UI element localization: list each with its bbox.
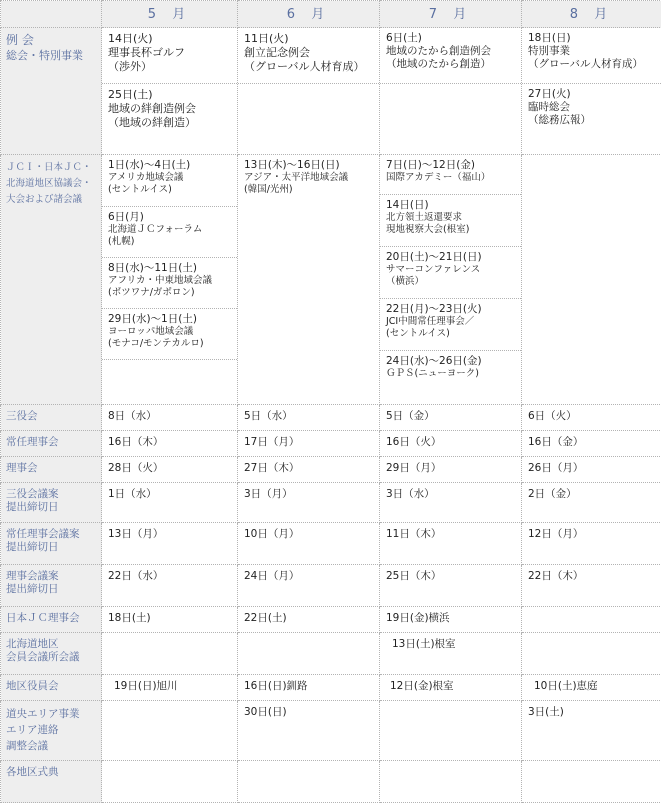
month-header-aug: 8 月 [522,1,661,28]
event-date: 14日(日) [386,199,429,211]
row-rijikai [1,457,661,483]
cell-jci-jul [380,155,522,405]
event-note: (韓国/光州) [244,184,293,195]
row-label [1,483,102,523]
event-block [102,258,237,309]
event-date: 7日(日)～12日(金) [386,159,475,171]
cell-reikai-aug [522,28,661,155]
event-title: アジア・太平洋地域会議 [244,172,349,183]
row-label-line: 北海道地区協議会・ [6,178,92,189]
event-title: ヨーロッパ地域会議 [108,326,194,337]
cell-reikai-jul [380,28,522,155]
row-shikiten [1,761,661,803]
event-date: 1日(水)～4日(土) [108,159,191,171]
value-cell [380,761,522,803]
row-label-line: 常任理事会議案 [6,528,80,540]
value-cell [522,607,661,633]
event-note: （総務広報） [528,114,591,126]
value-cell: 16日(日)釧路 [238,675,380,701]
event-block [102,84,237,133]
event-title: アフリカ・中東地域会議 [108,275,213,286]
event-date: 22日(月)～23日(火) [386,303,482,315]
value-cell: 5日（水） [238,405,380,431]
value-cell [238,633,380,675]
event-block [380,28,521,84]
row-doo-area [1,701,661,761]
value-cell: 12日（月） [522,523,661,565]
value-cell: 27日（木） [238,457,380,483]
event-date: 14日(火) [108,32,153,45]
event-title: 地域のたから創造例会 [386,45,491,57]
value-cell: 25日（木） [380,565,522,607]
event-note: （グローバル人材育成） [528,58,643,70]
event-note: （渉外） [108,60,152,73]
value-cell: 3日(土) [522,701,661,761]
row-label [1,523,102,565]
value-cell: 10日(土)恵庭 [522,675,661,701]
row-label-line: ＪＣＩ・日本ＪＣ・ [6,162,92,173]
cell-reikai-may [102,28,238,155]
event-block [380,155,521,195]
row-label: 日本ＪＣ理事会 [1,607,102,633]
header-row [1,1,661,28]
row-label [1,28,102,155]
event-block [380,351,521,383]
value-cell: 2日（金） [522,483,661,523]
event-title: サマーコンファレンス [386,264,481,275]
row-label-line: 大会および諸会議 [6,194,83,205]
row-label: 地区役員会 [1,675,102,701]
row-label [1,565,102,607]
event-block [102,207,237,258]
value-cell: 22日(土) [238,607,380,633]
event-note: (セントルイス) [108,184,172,195]
value-cell: 10日（月） [238,523,380,565]
event-block [102,155,237,207]
value-cell [102,633,238,675]
corner-cell [1,1,102,28]
month-header-jul: 7 月 [380,1,522,28]
event-note: 現地視察大会(根室) [386,224,470,235]
row-hokkaido [1,633,661,675]
value-cell: 22日（水） [102,565,238,607]
event-note: （地域の絆創造） [108,116,196,129]
value-cell: 1日（水） [102,483,238,523]
event-title: 臨時総会 [528,101,570,113]
value-cell [380,701,522,761]
event-note: (セントルイス) [386,328,450,339]
row-label-line: エリア連絡 [6,724,59,736]
value-cell: 16日（金） [522,431,661,457]
event-block [522,84,661,130]
row-reikai [1,28,661,155]
event-block [238,155,379,199]
event-title: 北海道ＪＣフォーラム [108,224,203,235]
event-note: (ボツワナ/ガボロン) [108,287,195,298]
event-title: ＧＰＳ(ニューヨーク) [386,368,479,379]
month-header-jun: 6 月 [238,1,380,28]
value-cell: 16日（火） [380,431,522,457]
value-cell: 3日（水） [380,483,522,523]
event-title: 創立記念例会 [244,46,310,59]
event-block [238,28,379,84]
value-cell: 19日(金)横浜 [380,607,522,633]
value-cell [238,761,380,803]
row-label [1,633,102,675]
value-cell: 26日（月） [522,457,661,483]
row-label [1,701,102,761]
event-title: 北方領土返還要求 [386,212,463,223]
event-date: 18日(日) [528,32,571,44]
event-date: 24日(水)～26日(金) [386,355,482,367]
month-header-may: 5 月 [102,1,238,28]
cell-jci-may [102,155,238,405]
event-date: 11日(火) [244,32,289,45]
event-block [522,28,661,84]
value-cell: 8日（水） [102,405,238,431]
event-title: 地域の絆創造例会 [108,102,196,115]
value-cell: 11日（木） [380,523,522,565]
row-label-line: 例 会 [6,33,34,47]
row-label: 三役会 [1,405,102,431]
row-jonin [1,431,661,457]
row-chiku-yakuin [1,675,661,701]
cell-reikai-jun [238,28,380,155]
row-label-line: 北海道地区 [6,638,59,650]
cell-jci-aug [522,155,661,405]
event-date: 8日(水)～11日(土) [108,262,197,274]
row-jci [1,155,661,405]
event-title: 国際アカデミー（福山） [386,172,491,183]
value-cell: 24日（月） [238,565,380,607]
value-cell [102,761,238,803]
value-cell: 28日（火） [102,457,238,483]
value-cell [522,633,661,675]
value-cell [102,701,238,761]
row-jonin-deadline [1,523,661,565]
value-cell: 19日(日)旭川 [102,675,238,701]
event-note: (札幌) [108,236,135,247]
event-date: 13日(木)～16日(日) [244,159,340,171]
event-date: 20日(土)～21日(日) [386,251,482,263]
event-note: （グローバル人材育成） [244,60,365,73]
value-cell: 13日（月） [102,523,238,565]
event-title: アメリカ地域会議 [108,172,184,183]
event-date: 25日(土) [108,88,153,101]
event-block [102,28,237,84]
value-cell: 16日（木） [102,431,238,457]
event-note: （横浜） [386,276,425,287]
cell-jci-jun [238,155,380,405]
row-rijikai-deadline [1,565,661,607]
event-note: （地域のたから創造） [386,58,491,70]
event-title: 特別事業 [528,45,570,57]
value-cell: 17日（月） [238,431,380,457]
row-label-line: 総会・特別事業 [6,49,83,62]
event-date: 6日(土) [386,32,422,44]
row-label: 常任理事会 [1,431,102,457]
row-label-line: 道央エリア事業 [6,708,80,720]
row-sanyaku-deadline [1,483,661,523]
value-cell: 6日（火） [522,405,661,431]
event-date: 27日(火) [528,88,571,100]
value-cell: 18日(土) [102,607,238,633]
event-block [380,299,521,351]
value-cell: 3日（月） [238,483,380,523]
row-label-line: 理事会議案 [6,570,59,582]
row-label-line: 提出締切日 [6,501,59,513]
value-cell: 22日（木） [522,565,661,607]
value-cell: 30日(日) [238,701,380,761]
row-label: 理事会 [1,457,102,483]
row-label-line: 三役会議案 [6,488,59,500]
value-cell: 5日（金） [380,405,522,431]
row-nihon-jc [1,607,661,633]
event-block [102,309,237,360]
value-cell: 12日(金)根室 [380,675,522,701]
event-title: JCI中間常任理事会／ [386,316,475,327]
row-label: 各地区式典 [1,761,102,803]
row-label-line: 提出締切日 [6,541,59,553]
event-note: (モナコ/モンテカルロ) [108,338,204,349]
event-date: 6日(月) [108,211,144,223]
value-cell: 29日（月） [380,457,522,483]
row-label-line: 調整会議 [6,740,48,752]
row-label [1,155,102,405]
event-block [380,247,521,299]
row-label-line: 提出締切日 [6,583,59,595]
event-title: 理事長杯ゴルフ [108,46,185,59]
row-label-line: 会員会議所会議 [6,651,80,663]
row-sanyakukai [1,405,661,431]
value-cell: 13日(土)根室 [380,633,522,675]
event-date: 29日(水)～1日(土) [108,313,197,325]
value-cell [522,761,661,803]
event-block [380,195,521,247]
